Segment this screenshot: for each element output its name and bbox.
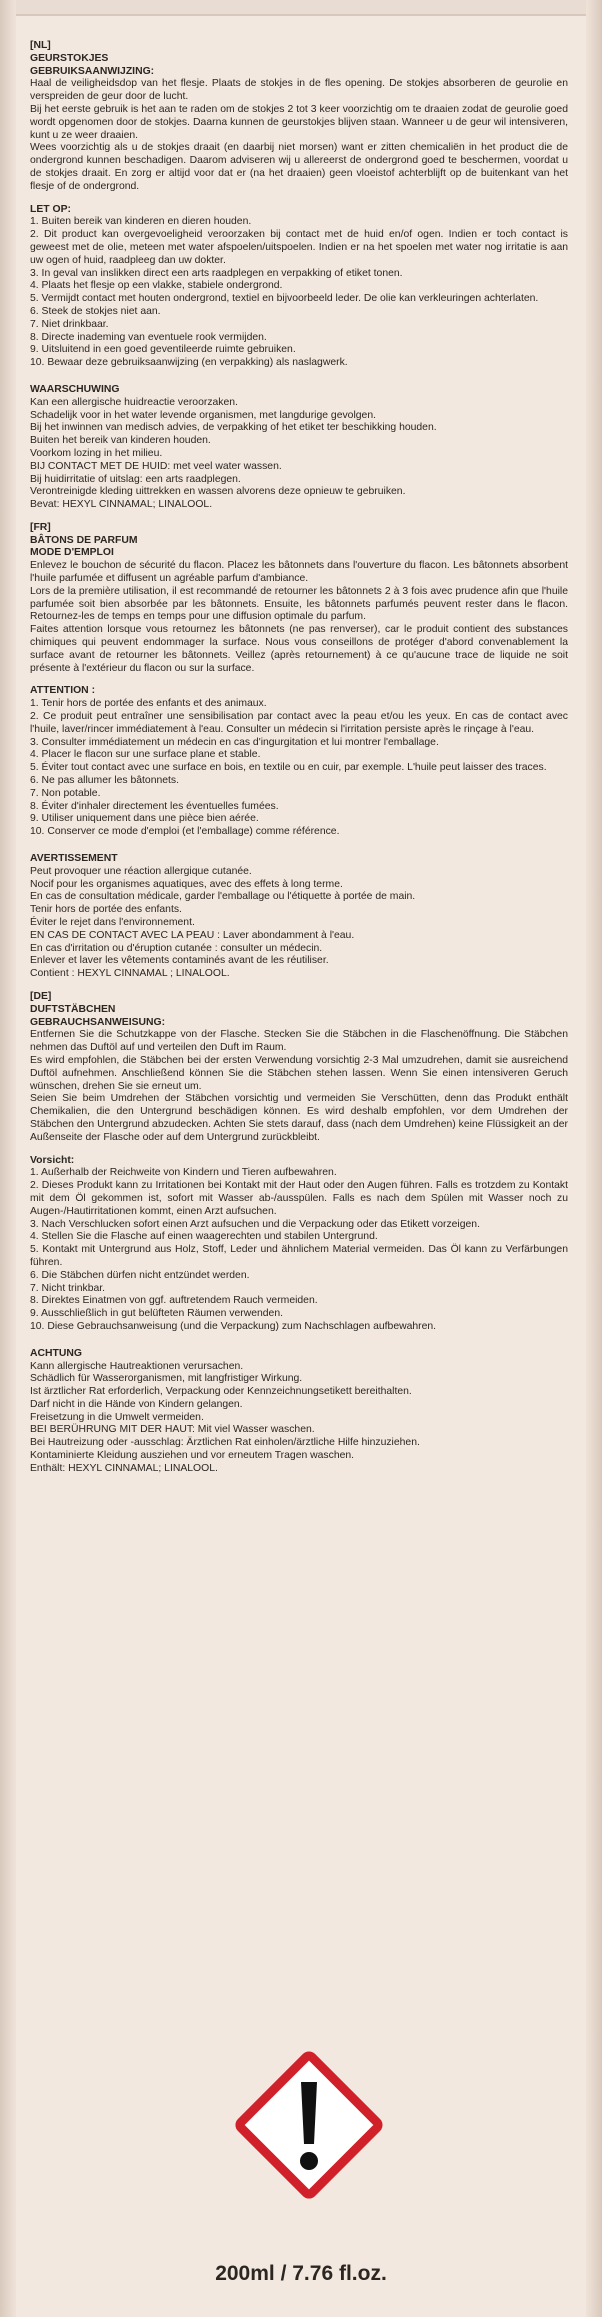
de-caution-item: 6. Die Stäbchen dürfen nicht entzündet werden. [30, 1269, 250, 1281]
de-warning-line: Darf nicht in die Hände von Kindern gelangen. [30, 1398, 243, 1410]
de-warning-line: Kann allergische Hautreaktionen verursachen. [30, 1360, 244, 1372]
nl-caution-item: 7. Niet drinkbaar. [30, 318, 109, 330]
fr-warning-title: AVERTISSEMENT [30, 853, 118, 865]
fr-warning-line: Contient : HEXYL CINNAMAL ; LINALOOL. [30, 968, 230, 980]
fr-caution-item: 8. Éviter d'inhaler directement les éventuelles fumées. [30, 800, 279, 812]
nl-caution-item: 8. Directe inademing van eventuele rook vermijden. [30, 331, 267, 343]
nl-caution-item: 4. Plaats het flesje op een vlakke, stabiele ondergrond. [30, 280, 283, 292]
de-warning-line: BEI BERÜHRUNG MIT DER HAUT: Mit viel Wasser waschen. [30, 1424, 315, 1436]
fr-warning-line: Peut provoquer une réaction allergique cutanée. [30, 865, 252, 877]
fr-warning-line: Enlever et laver les vêtements contaminés avant de les réutiliser. [30, 955, 329, 967]
nl-instruction-paragraph: Haal de veiligheidsdop van het flesje. Plaats de stokjes in de fles opening. De stokjes absorberen de geurolie en verspreiden de geur door de lucht. [30, 78, 568, 103]
nl-caution-item: 2. Dit product kan overgevoeligheid veroorzaken bij contact met de huid en/of ogen. Indien er toch contact is geweest met de olie, meteen met water afspoelen/uitspoelen. Indien er na het spoelen met water nog irritatie is aan uw ogen of huid, raadpleeg dan uw dokter. [30, 229, 568, 266]
de-instructions-title: GEBRAUCHSANWEISUNG: [30, 1016, 166, 1028]
fr-warning [30, 853, 568, 981]
nl-instructions-title: GEBRUIKSAANWIJZING: [30, 65, 155, 77]
nl-instruction-paragraph: Bij het eerste gebruik is het aan te raden om de stokjes 2 tot 3 keer voorzichtig om te draaien zodat de geurolie goed wordt opgenomen door de stokjes. Daarna kunnen de geurstokjes blijven staan. Wanneer u de geur wil intensiveren, kunt u ze weer draaien. [30, 103, 568, 141]
fr-section [30, 522, 568, 676]
nl-caution-item: 5. Vermijdt contact met houten ondergrond, textiel en bijvoorbeeld leder. De olie kan verkleuringen achterlaten. [30, 293, 539, 305]
nl-warning-line: Buiten het bereik van kinderen houden. [30, 435, 211, 447]
de-warning-line: Bei Hautreizung oder -ausschlag: Ärztlichen Rat einholen/ärztliche Hilfe hinzuziehen. [30, 1437, 420, 1449]
de-warning-line: Kontaminierte Kleidung ausziehen und vor erneutem Tragen waschen. [30, 1450, 355, 1462]
fr-warning-line: EN CAS DE CONTACT AVEC LA PEAU : Laver abondamment à l'eau. [30, 929, 355, 941]
de-lang-tag: [DE] [30, 990, 52, 1002]
carton-top-edge [0, 0, 602, 16]
de-warning-title: ACHTUNG [30, 1347, 82, 1359]
nl-caution [30, 204, 568, 370]
de-warning-line: Freisetzung in die Umwelt vermeiden. [30, 1411, 204, 1423]
nl-caution-item: 3. In geval van inslikken direct een arts raadplegen en verpakking of etiket tonen. [30, 267, 403, 279]
nl-warning [30, 384, 568, 512]
instructions-label [30, 40, 568, 2245]
de-product-name: DUFTSTÄBCHEN [30, 1003, 116, 1015]
nl-warning-line: Bevat: HEXYL CINNAMAL; LINALOOL. [30, 499, 213, 511]
de-warning [30, 1348, 568, 1476]
fr-caution-item: 2. Ce produit peut entraîner une sensibilisation par contact avec la peau et/ou les yeux. En cas de contact avec l'huile, laver/rincer immédiatement à l'eau. Consulter un médecin si l'irritation persiste après le rinçage à l'eau. [30, 711, 568, 735]
nl-warning-line: Schadelijk voor in het water levende organismen, met langdurige gevolgen. [30, 409, 376, 421]
nl-warning-line: BIJ CONTACT MET DE HUID: met veel water wassen. [30, 460, 282, 472]
nl-lang-tag: [NL] [30, 40, 51, 51]
de-caution [30, 1155, 568, 1334]
nl-caution-item: 1. Buiten bereik van kinderen en dieren houden. [30, 216, 252, 228]
de-caution-item: 8. Direktes Einatmen von ggf. auftretendem Rauch vermeiden. [30, 1295, 318, 1307]
exclamation-dot [300, 2152, 318, 2170]
de-caution-item: 4. Stellen Sie die Flasche auf einen waagerechten und stabilen Untergrund. [30, 1231, 378, 1243]
nl-warning-line: Verontreinigde kleding uittrekken en wassen alvorens deze opnieuw te gebruiken. [30, 486, 406, 498]
nl-warning-line: Bij huidirritatie of uitslag: een arts raadplegen. [30, 473, 241, 485]
fr-warning-line: Tenir hors de portée des enfants. [30, 904, 182, 916]
nl-warning-title: WAARSCHUWING [30, 383, 120, 395]
de-caution-item: 9. Ausschließlich in gut belüfteten Räumen verwenden. [30, 1308, 283, 1320]
nl-warning-line: Bij het inwinnen van medisch advies, de verpakking of het etiket ter beschikking houden. [30, 422, 437, 434]
de-caution-item: 5. Kontakt mit Untergrund aus Holz, Stoff, Leder und ähnlichem Material vermeiden. Das Öl kann zu Verfärbungen führen. [30, 1244, 568, 1268]
fr-caution-item: 1. Tenir hors de portée des enfants et des animaux. [30, 698, 267, 710]
fr-warning-line: En cas d'irritation ou d'éruption cutanée : consulter un médecin. [30, 942, 323, 954]
de-caution-item: 3. Nach Verschlucken sofort einen Arzt aufsuchen und die Verpackung oder das Etikett vorzeigen. [30, 1218, 480, 1230]
fr-lang-tag: [FR] [30, 521, 51, 533]
fr-warning-line: Éviter le rejet dans l'environnement. [30, 917, 195, 928]
nl-product-name: GEURSTOKJES [30, 52, 109, 64]
fr-warning-line: Nocif pour les organismes aquatiques, avec des effets à long terme. [30, 878, 343, 890]
nl-caution-item: 6. Steek de stokjes niet aan. [30, 305, 161, 317]
de-warning-line: Enthält: HEXYL CINNAMAL; LINALOOL. [30, 1462, 218, 1474]
nl-instruction-paragraph: Wees voorzichtig als u de stokjes draait (en daarbij niet morsen) want er zitten chemicaliën in het product die de ondergrond kunnen beschadigen. Daarom adviseren wij u allereerst de ondergrond goed te beschermen, voordat u de stokjes draait. En zorg er altijd voor dat er (na het draaien) geen vloeistof achterblijft op de buitenkant van het flesje of de ondergrond. [30, 142, 568, 192]
de-instruction-paragraph: Es wird empfohlen, die Stäbchen bei der ersten Verwendung vorsichtig 2-3 Mal umzudrehen, damit sie ausreichend Duftöl aufnehmen. Anschließend können Sie die Stäbchen stehen lassen. Wenn Sie einen intensiveren Geruch wünschen, drehen Sie sie erneut um. [30, 1054, 568, 1092]
fr-instruction-paragraph: Lors de la première utilisation, il est recommandé de retourner les bâtonnets 2 à 3 fois avec prudence afin que l'huile parfumée soit bien absorbée par les bâtonnets. Ensuite, les bâtonnets parfumés peuvent rester dans le flacon. Retournez-les de temps en temps pour une diffusion optimale du parfum. [30, 585, 568, 623]
de-caution-item: 10. Diese Gebrauchsanweisung (und die Verpackung) zum Nachschlagen aufbewahren. [30, 1320, 437, 1332]
de-instruction-paragraph: Seien Sie beim Umdrehen der Stäbchen vorsichtig und vermeiden Sie Verschütten, denn das Produkt enthält Chemikalien, die den Untergrund beschädigen können. Es wird deshalb empfohlen, vor dem Umdrehen der Stäbchen den Untergrund abzudecken. Achten Sie stets darauf, dass (nach dem Umdrehen) keine Flüssigkeit an der Außenseite der Flasche oder auf dem Untergrund zurückbleibt. [30, 1093, 568, 1143]
de-section [30, 991, 568, 1145]
de-warning-line: Ist ärztlicher Rat erforderlich, Verpackung oder Kennzeichnungsetikett bereithalten. [30, 1386, 412, 1398]
carton-left-fold [0, 0, 16, 2317]
de-instruction-paragraph: Entfernen Sie die Schutzkappe von der Flasche. Stecken Sie die Stäbchen in die Flaschenöffnung. Die Stäbchen nehmen das Duftöl auf und verteilen den Duft im Raum. [30, 1029, 568, 1054]
fr-caution-item: 7. Non potable. [30, 787, 101, 799]
fr-instruction-paragraph: Enlevez le bouchon de sécurité du flacon. Placez les bâtonnets dans l'ouverture du flacon. Les bâtonnets absorbent l'huile parfumée et diffusent un agréable parfum d'ambiance. [30, 560, 568, 585]
nl-caution-item: 9. Uitsluitend in een goed geventileerde ruimte gebruiken. [30, 344, 296, 356]
fr-instruction-paragraph: Faites attention lorsque vous retournez les bâtonnets (ne pas renverser), car le produit contient des substances chimiques qui peuvent endommager la surface. Nous vous conseillons de protéger d'abord convenablement la surface avant de retourner les bâtonnets. Veillez (après retournement) à ce qu'aucune trace de liquide ne soit présente à l'extérieur du flacon ou sur la surface. [30, 624, 568, 674]
fr-caution-item: 6. Ne pas allumer les bâtonnets. [30, 775, 180, 787]
de-warning-line: Schädlich für Wasserorganismen, mit langfristiger Wirkung. [30, 1373, 303, 1385]
fr-caution-item: 10. Conserver ce mode d'emploi (et l'emballage) comme référence. [30, 826, 340, 838]
de-caution-item: 7. Nicht trinkbar. [30, 1282, 106, 1294]
carton-right-fold [586, 0, 602, 2317]
exclamation-mark-ghs-icon [224, 2040, 394, 2210]
de-caution-title: Vorsicht: [30, 1154, 75, 1166]
fr-product-name: BÂTONS DE PARFUM [30, 534, 138, 546]
de-caution-item: 1. Außerhalb der Reichweite von Kindern und Tieren aufbewahren. [30, 1167, 337, 1179]
nl-caution-item: 10. Bewaar deze gebruiksaanwijzing (en verpakking) als naslagwerk. [30, 357, 348, 369]
fr-warning-line: En cas de consultation médicale, garder l'emballage ou l'étiquette à portée de main. [30, 891, 416, 903]
fr-caution-item: 5. Éviter tout contact avec une surface en bois, en textile ou en cuir, par exemple. L'huile peut laisser des traces. [30, 762, 547, 774]
de-caution-item: 2. Dieses Produkt kann zu Irritationen bei Kontakt mit der Haut oder den Augen führen. Falls es trotzdem zu Kontakt mit dem Öl gekommen ist, sofort mit Wasser ab-/ausspülen. Falls es nach dem Spülen mit Wasser noch zu Augen-/Hautirritationen kommt, einen Arzt aufsuchen. [30, 1180, 568, 1217]
fr-caution-item: 9. Utiliser uniquement dans une pièce bien aérée. [30, 813, 259, 825]
fr-caution-title: ATTENTION : [30, 685, 96, 697]
nl-caution-title: LET OP: [30, 203, 71, 215]
nl-warning-line: Voorkom lozing in het milieu. [30, 447, 163, 459]
nl-warning-line: Kan een allergische huidreactie veroorzaken. [30, 396, 238, 408]
fr-caution-item: 3. Consulter immédiatement un médecin en cas d'ingurgitation et lui montrer l'emballage. [30, 736, 439, 748]
volume-label: 200ml / 7.76 fl.oz. [215, 2262, 387, 2285]
fr-caution-item: 4. Placer le flacon sur une surface plane et stable. [30, 749, 261, 761]
fr-instructions-title: MODE D'EMPLOI [30, 547, 114, 559]
nl-section [30, 40, 568, 194]
fr-caution [30, 685, 568, 839]
